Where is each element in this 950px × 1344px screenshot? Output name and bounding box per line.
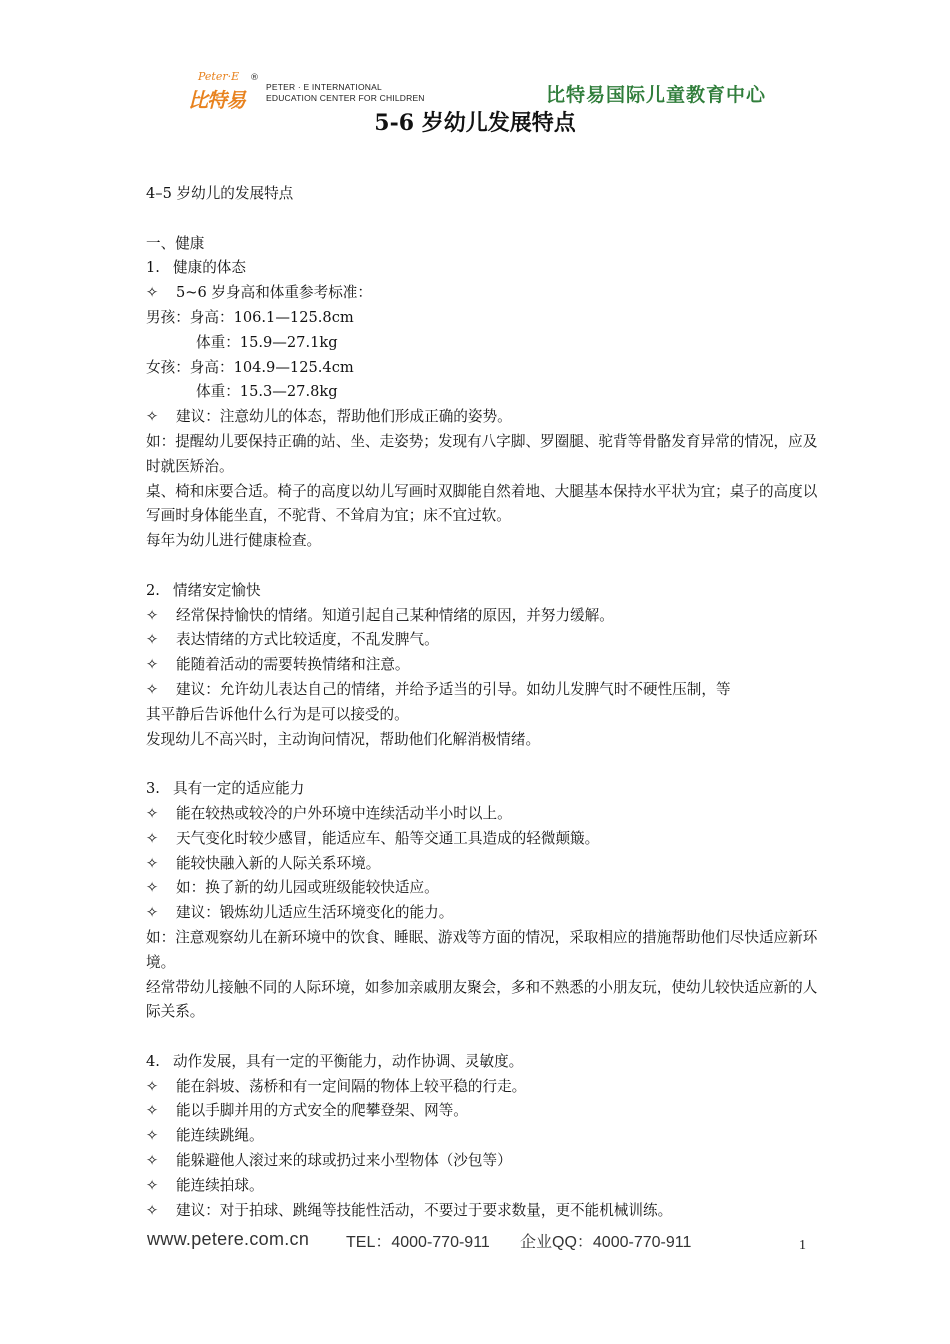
subsection-heading — [146, 777, 826, 802]
organization-name: 比特易国际儿童教育中心 — [546, 84, 767, 106]
diamond-star-icon: ✧ — [146, 904, 159, 922]
list-item-text: 建议：允许幼儿表达自己的情绪，并给予适当的引导。如幼儿发脾气时不硬性压制，等 — [176, 680, 731, 698]
list-item-text: 建议：锻炼幼儿适应生活环境变化的能力。 — [176, 904, 454, 922]
subsection-title: 具有一定的适应能力 — [173, 780, 305, 798]
paragraph: 经常带幼儿接触不同的人际环境，如参加亲戚朋友聚会，多和不熟悉的小朋友玩，使幼儿较快适应新的人际关系。 — [146, 978, 818, 1021]
list-item-text: 能连续跳绳。 — [176, 1127, 264, 1145]
list-item — [146, 1174, 826, 1199]
intro-line: 4–5 岁幼儿的发展特点 — [146, 185, 294, 202]
list-item — [146, 876, 826, 901]
list-item — [146, 1075, 826, 1100]
list-item-text: 5~6 岁身高和体重参考标准： — [176, 284, 372, 302]
section-heading-health: 一、健康 — [146, 234, 205, 252]
list-item — [146, 1199, 826, 1224]
subsection-number: 2. — [146, 581, 160, 599]
logo-english-line-2: EDUCATION CENTER FOR CHILDREN — [266, 93, 425, 103]
list-item-text: 能连续拍球。 — [176, 1176, 264, 1194]
list-item — [146, 802, 826, 827]
logo-script-text: Peter·E — [198, 70, 240, 83]
logo-english-line-1: PETER · E INTERNATIONAL — [266, 82, 382, 92]
diamond-star-icon: ✧ — [146, 606, 159, 624]
subsection-title: 动作发展，具有一定的平衡能力，动作协调、灵敏度。 — [173, 1052, 524, 1070]
diamond-star-icon: ✧ — [146, 879, 159, 897]
diamond-star-icon: ✧ — [146, 408, 159, 426]
list-item — [146, 604, 826, 629]
list-item-text: 能以手脚并用的方式安全的爬攀登架、网等。 — [176, 1102, 468, 1120]
list-item-text: 经常保持愉快的情绪。知道引起自己某种情绪的原因，并努力缓解。 — [176, 606, 614, 624]
registered-mark: ® — [250, 73, 259, 83]
list-item-text: 建议：注意幼儿的体态，帮助他们形成正确的姿势。 — [176, 408, 512, 426]
paragraph: 每年为幼儿进行健康检查。 — [146, 532, 322, 550]
diamond-star-icon: ✧ — [146, 1152, 159, 1170]
diamond-star-icon: ✧ — [146, 1102, 159, 1120]
girl-height-line: 女孩：身高：104.9—125.4cm — [146, 358, 354, 376]
document-title: 5-6 岁幼儿发展特点 — [374, 110, 576, 136]
girl-weight-line: 体重：15.3—27.8kg — [196, 383, 338, 401]
logo-chinese-text: 比特易 — [188, 88, 245, 112]
footer-website: www.petere.com.cn — [147, 1229, 310, 1249]
diamond-star-icon: ✧ — [146, 804, 159, 822]
list-item — [146, 653, 826, 678]
subsection-title: 健康的体态 — [173, 259, 246, 277]
list-item — [146, 852, 826, 877]
list-item-continuation: 其平静后告诉他什么行为是可以接受的。 — [146, 705, 409, 723]
diamond-star-icon: ✧ — [146, 656, 159, 674]
diamond-star-icon: ✧ — [146, 1176, 159, 1194]
footer-telephone: TEL：4000-770-911 — [346, 1234, 490, 1251]
list-item-text: 能随着活动的需要转换情绪和注意。 — [176, 656, 410, 674]
list-item — [146, 1124, 826, 1149]
subsection-number: 3. — [146, 780, 160, 798]
diamond-star-icon: ✧ — [146, 854, 159, 872]
list-item-text: 表达情绪的方式比较适度，不乱发脾气。 — [176, 631, 439, 649]
list-item — [146, 678, 826, 703]
list-item — [146, 827, 826, 852]
paragraph: 如：注意观察幼儿在新环境中的饮食、睡眠、游戏等方面的情况，采取相应的措施帮助他们尽快适应新环境。 — [146, 928, 818, 971]
page-header — [0, 0, 950, 110]
list-item-text: 建议：对于拍球、跳绳等技能性活动，不要过于要求数量，更不能机械训练。 — [176, 1201, 673, 1219]
paragraph: 桌、椅和床要合适。椅子的高度以幼儿写画时双脚能自然着地、大腿基本保持水平状为宜；桌子的高度以写画时身体能坐直，不驼背、不耸肩为宜；床不宜过软。 — [146, 482, 818, 525]
diamond-star-icon: ✧ — [146, 829, 159, 847]
subsection-title: 情绪安定愉快 — [173, 581, 261, 599]
list-item-text: 能在较热或较冷的户外环境中连续活动半小时以上。 — [176, 804, 512, 822]
list-item-text: 能较快融入新的人际关系环境。 — [176, 854, 381, 872]
list-item-text: 能在斜坡、荡桥和有一定间隔的物体上较平稳的行走。 — [176, 1077, 527, 1095]
boy-weight-line: 体重：15.9—27.1kg — [196, 333, 338, 351]
subsection-heading — [146, 256, 826, 281]
subsection-number: 4. — [146, 1052, 160, 1070]
subsection-heading — [146, 579, 826, 604]
footer-qq: 企业QQ：4000-770-911 — [520, 1234, 692, 1251]
boy-height-line: 男孩：身高：106.1—125.8cm — [146, 308, 354, 326]
diamond-star-icon: ✧ — [146, 1127, 159, 1145]
subsection-number: 1. — [146, 259, 160, 277]
list-item-text: 如：换了新的幼儿园或班级能较快适应。 — [176, 879, 439, 897]
list-item-text: 能躲避他人滚过来的球或扔过来小型物体（沙包等） — [176, 1152, 512, 1170]
paragraph: 发现幼儿不高兴时，主动询问情况，帮助他们化解消极情绪。 — [146, 730, 541, 748]
list-item — [146, 628, 826, 653]
logo-english-text — [266, 82, 425, 104]
page-number: 1 — [799, 1238, 806, 1253]
diamond-star-icon: ✧ — [146, 631, 159, 649]
diamond-star-icon: ✧ — [146, 1201, 159, 1219]
list-item-text: 天气变化时较少感冒，能适应车、船等交通工具造成的轻微颠簸。 — [176, 829, 600, 847]
paragraph: 如：提醒幼儿要保持正确的站、坐、走姿势；发现有八字脚、罗圈腿、驼背等骨骼发育异常的情况，应及时就医矫治。 — [146, 432, 818, 475]
list-item — [146, 281, 826, 306]
diamond-star-icon: ✧ — [146, 1077, 159, 1095]
diamond-star-icon: ✧ — [146, 284, 159, 302]
list-item — [146, 1149, 826, 1174]
list-item — [146, 405, 826, 430]
list-item — [146, 1099, 826, 1124]
document-body — [146, 182, 826, 1223]
subsection-heading — [146, 1050, 826, 1075]
diamond-star-icon: ✧ — [146, 680, 159, 698]
list-item — [146, 901, 826, 926]
